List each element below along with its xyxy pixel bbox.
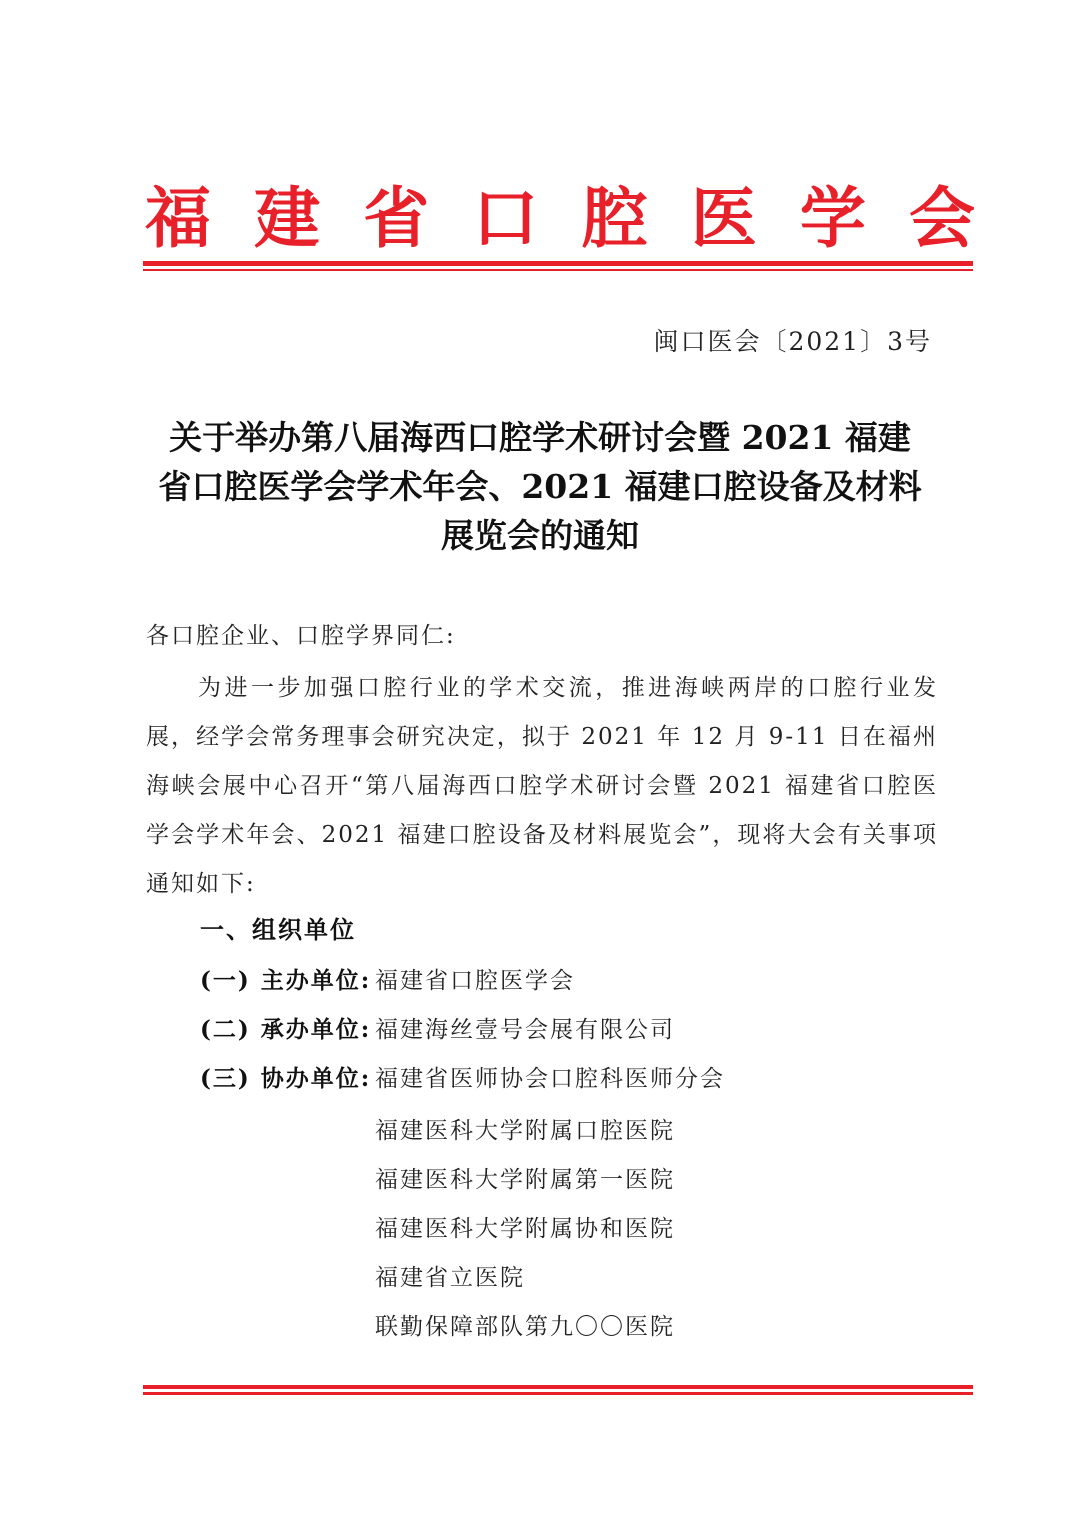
section-heading: 一、组织单位 <box>200 915 356 944</box>
letterhead-char: 建 <box>254 179 321 257</box>
title-line: 展览会的通知 <box>441 516 639 555</box>
organizer-row <box>200 1011 675 1044</box>
list-item: 联勤保障部队第九〇〇医院 <box>375 1314 675 1340</box>
co-organizer-label: (三) 协办单位: <box>200 1065 372 1092</box>
host-label: (一) 主办单位: <box>200 967 372 994</box>
header-divider-thin <box>143 269 973 271</box>
title-line: 关于举办第八届海西口腔学术研讨会暨 2021 福建 <box>169 418 911 457</box>
co-organizer-list <box>375 1107 675 1352</box>
title-line: 省口腔医学会学术年会、2021 福建口腔设备及材料 <box>158 467 922 506</box>
letterhead-char: 口 <box>472 179 539 257</box>
letterhead-char: 会 <box>908 179 975 257</box>
letterhead-char: 福 <box>145 179 211 257</box>
header-divider-thick <box>143 261 973 266</box>
list-item: 福建医科大学附属口腔医院 <box>375 1118 675 1144</box>
footer-divider-thick <box>143 1385 973 1389</box>
footer-divider-thin <box>143 1392 973 1395</box>
host-value: 福建省口腔医学会 <box>375 968 575 994</box>
document-number: 闽口医会〔2021〕3号 <box>653 327 932 356</box>
salutation: 各口腔企业、口腔学界同仁: <box>146 623 456 649</box>
list-item: 福建省立医院 <box>375 1265 525 1291</box>
organizer-label: (二) 承办单位: <box>200 1016 372 1043</box>
co-organizer-value: 福建省医师协会口腔科医师分会 <box>375 1066 725 1092</box>
body-paragraph: 为进一步加强口腔行业的学术交流，推进海峡两岸的口腔行业发展，经学会常务理事会研究决定，拟于 2021 年 12 月 9-11 日在福州海峡会展中心召开“第八届海西口腔学术研讨会暨 2021 福建省口腔医学会学术年会、2021 福建口腔设备及材料展览会”，现将大会有关事项通知如下: <box>146 675 938 897</box>
org-letterhead <box>145 178 975 258</box>
letterhead-char: 学 <box>799 179 866 257</box>
list-item: 福建医科大学附属协和医院 <box>375 1216 675 1242</box>
list-item: 福建医科大学附属第一医院 <box>375 1167 675 1193</box>
letterhead-char: 省 <box>363 179 430 257</box>
letterhead-char: 腔 <box>581 179 648 257</box>
organizer-value: 福建海丝壹号会展有限公司 <box>375 1017 675 1043</box>
letterhead-char: 医 <box>690 179 757 257</box>
host-row <box>200 962 575 995</box>
co-organizer-row <box>200 1060 725 1093</box>
document-title <box>140 413 940 560</box>
